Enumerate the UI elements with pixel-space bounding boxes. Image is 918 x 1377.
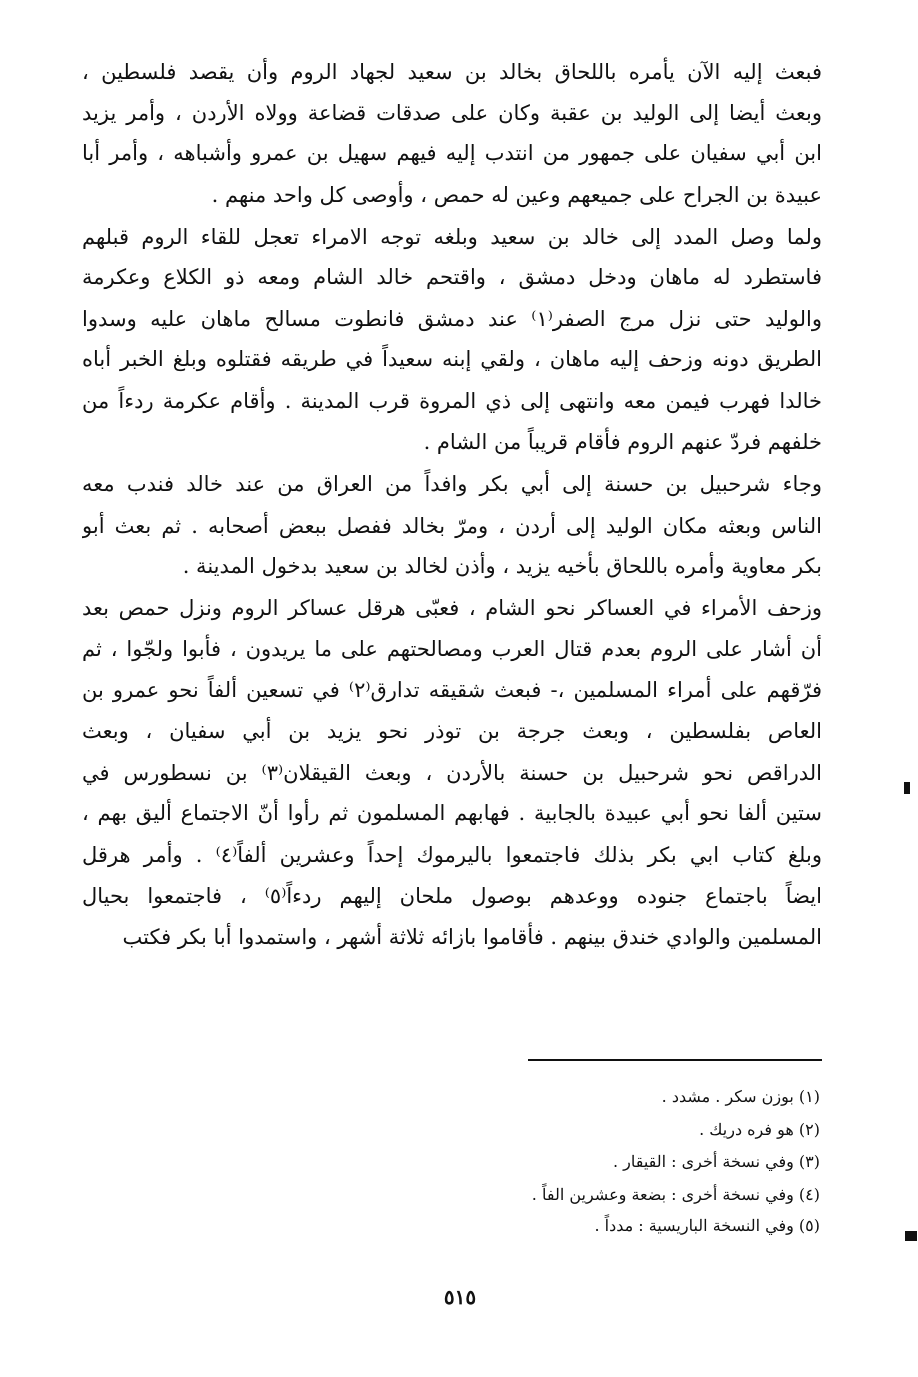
- text-line: ولما وصل المدد إلى خالد بن سعيد وبلغه توجه الامراء تعجل للقاء الروم قبلهم: [82, 225, 822, 249]
- text-line: الطريق دونه وزحف إليه ماهان ، ولقي إبنه سعيداً في طريقه فقتلوه وبلغ الخبر أباه: [82, 347, 822, 371]
- margin-mark: [905, 1231, 917, 1241]
- text-line: وبلغ كتاب ابي بكر بذلك فاجتمعوا باليرموك إحداً وعشرين ألفاً⁽٤⁾ . وأمر هرقل: [82, 843, 822, 867]
- text-line: العاص بفلسطين ، وبعث جرجة بن توذر نحو يزيد بن أبي سفيان ، وبعث: [82, 719, 822, 743]
- text-line: الدراقص نحو شرحبيل بن حسنة بالأردن ، وبعث القيقلان⁽٣⁾ بن نسطورس في: [82, 761, 822, 785]
- footnote: (٤) وفي نسخة أخرى : بضعة وعشرين الفاً .: [531, 1185, 820, 1204]
- margin-mark: [904, 782, 910, 794]
- text-line: المسلمين والوادي خندق بينهم . فأقاموا بازائه ثلاثة أشهر ، واستمدوا أبا بكر فكتب: [122, 925, 822, 949]
- footnote: (٣) وفي نسخة أخرى : القيقار .: [612, 1152, 820, 1171]
- text-line: بكر معاوية وأمره باللحاق بأخيه يزيد ، وأذن لخالد بن سعيد بدخول المدينة .: [182, 554, 822, 578]
- text-line: خالدا فهرب فيمن معه وانتهى إلى ذي المروة قرب المدينة . وأقام عكرمة ردءاً من: [82, 389, 822, 413]
- footnote-separator: [528, 1059, 822, 1061]
- text-line: ستين ألفا نحو أبي عبيدة بالجابية . فهابهم المسلمون ثم رأوا أنّ الاجتماع أليق بهم ،: [82, 801, 822, 825]
- text-line: ابن أبي سفيان على جمهور من انتدب إليه فيهم سهيل بن عمرو وأشباهه ، وأمر أبا: [82, 141, 822, 165]
- text-line: فاستطرد له ماهان ودخل دمشق ، واقتحم خالد الشام ومعه ذو الكلاع وعكرمة: [82, 265, 822, 289]
- text-line: وزحف الأمراء في العساكر نحو الشام ، فعبّى هرقل عساكر الروم ونزل حمص بعد: [82, 596, 822, 620]
- text-line: ايضاً باجتماع جنوده ووعدهم بوصول ملحان إليهم ردءاً⁽٥⁾ ، فاجتمعوا بحيال: [82, 884, 822, 908]
- footnote: (١) بوزن سكر . مشدد .: [661, 1087, 820, 1106]
- footnote: (٥) وفي النسخة الباريسية : مدداً .: [594, 1216, 820, 1235]
- text-line: والوليد حتى نزل مرج الصفر⁽١⁾ عند دمشق فانطوت مسالح ماهان عليه وسدوا: [82, 307, 822, 331]
- footnote: (٢) هو فره دريك .: [699, 1120, 820, 1139]
- text-line: وبعث أيضا إلى الوليد بن عقبة وكان على صدقات قضاعة وولاه الأردن ، وأمر يزيد: [82, 101, 822, 125]
- text-line: الناس وبعثه مكان الوليد إلى أردن ، ومرّ بخالد ففصل ببعض أصحابه . ثم بعث أبو: [82, 514, 822, 538]
- text-line: خلفهم فردّ عنهم الروم فأقام قريباً من الشام .: [423, 430, 822, 454]
- page-number: ٥١٥: [443, 1285, 477, 1309]
- text-line: وجاء شرحبيل بن حسنة إلى أبي بكر وافداً من العراق من عند خالد فندب معه: [82, 472, 822, 496]
- text-line: عبيدة بن الجراح على جميعهم وعين له حمص ، وأوصى كل واحد منهم .: [211, 183, 822, 207]
- text-line: فرّقهم على أمراء المسلمين ،- فبعث شقيقه تدارق⁽٢⁾ في تسعين ألفاً نحو عمرو بن: [82, 678, 822, 702]
- text-line: فبعث إليه الآن يأمره باللحاق بخالد بن سعيد لجهاد الروم وأن يقصد فلسطين ،: [82, 60, 822, 84]
- text-line: أن أشار على الروم بعدم قتال العرب ومصالحتهم على ما يريدون ، فأبوا ولجّوا ، ثم: [82, 637, 822, 661]
